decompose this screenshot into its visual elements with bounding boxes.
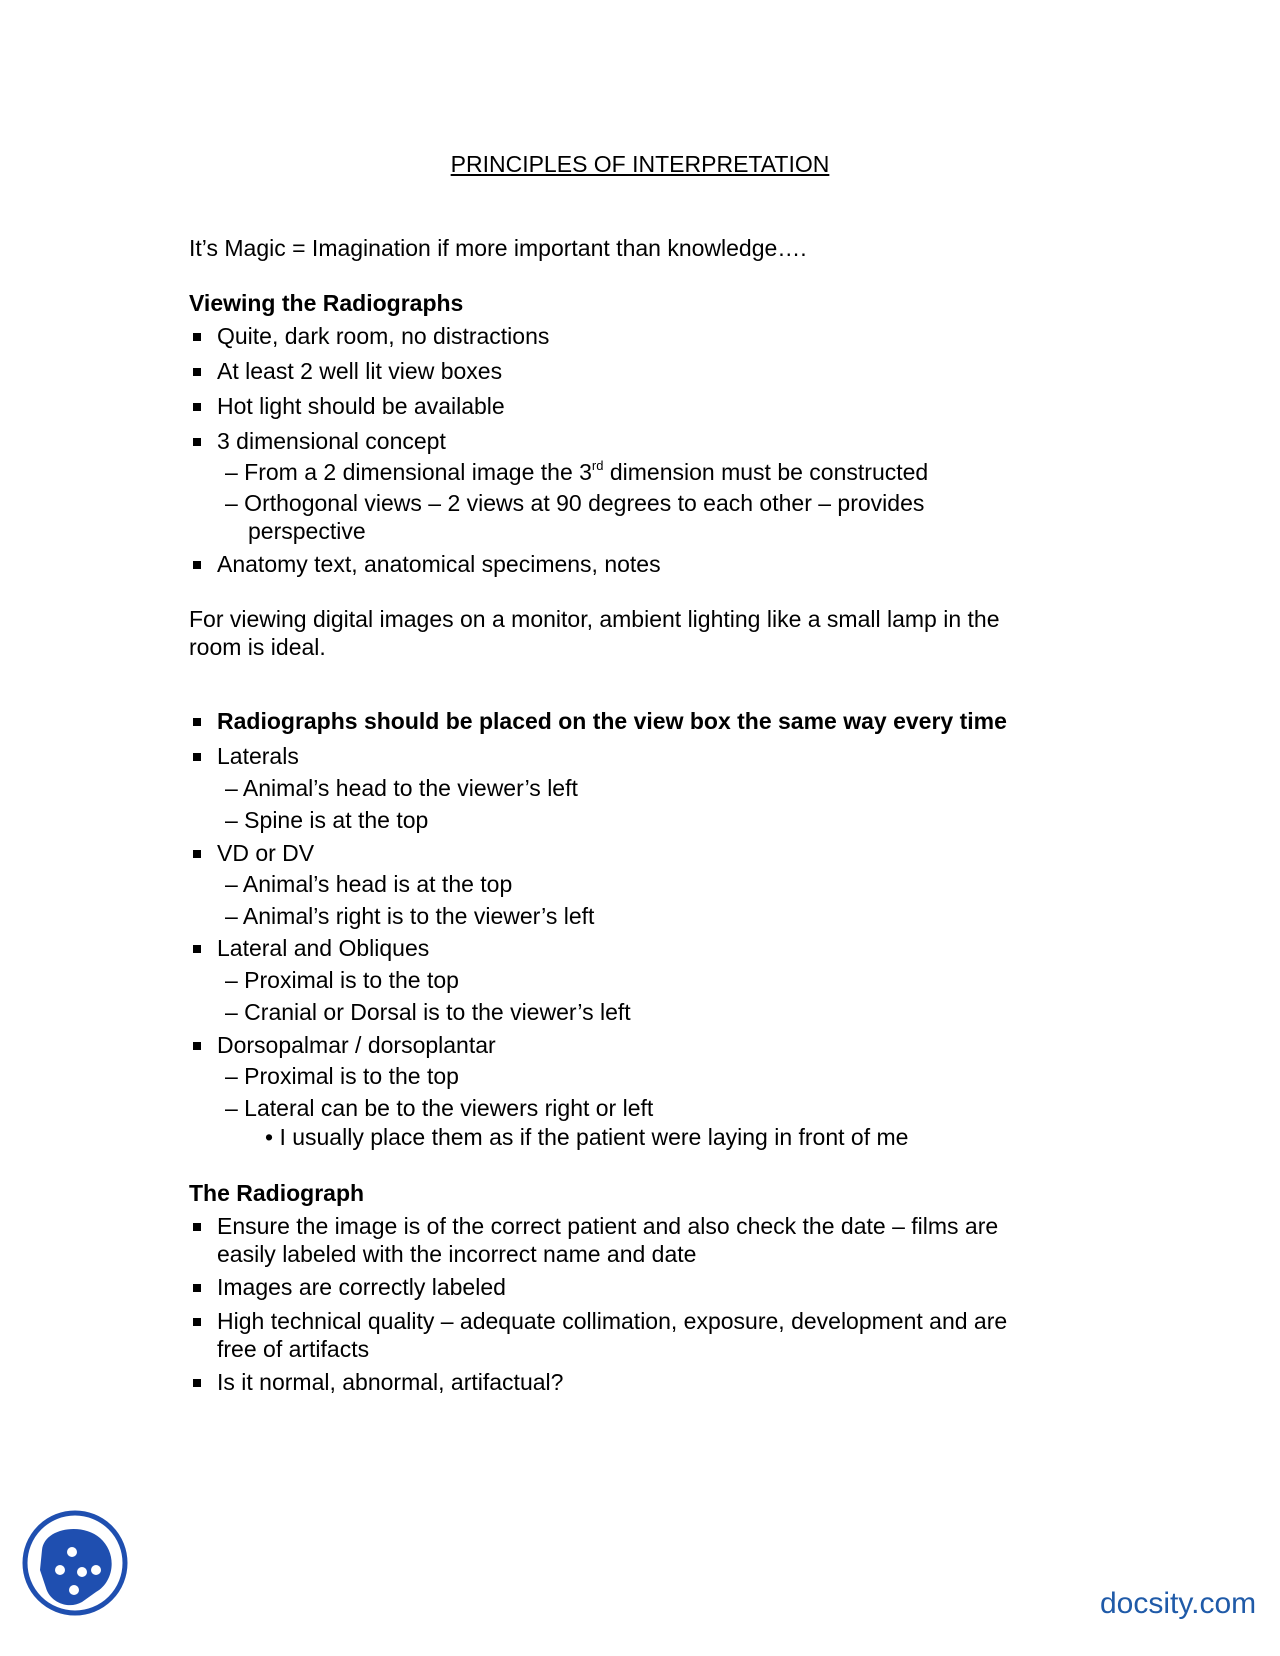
superscript: rd [591, 458, 604, 473]
sub-list-item: – Spine is at the top [225, 807, 429, 833]
list-item: Dorsopalmar / dorsoplantar [217, 1032, 496, 1058]
bullet-icon [193, 1223, 201, 1231]
bullet-icon [193, 1318, 201, 1326]
list-item: 3 dimensional concept [217, 428, 446, 454]
paragraph-line: For viewing digital images on a monitor, ambient lighting like a small lamp in the [189, 606, 1000, 632]
bullet-icon [193, 718, 201, 726]
sub-list-item: – Cranial or Dorsal is to the viewer’s left [225, 999, 631, 1025]
bullet-icon [193, 1284, 201, 1292]
list-item: Is it normal, abnormal, artifactual? [217, 1369, 564, 1395]
sub-list-item: – Lateral can be to the viewers right or left [225, 1095, 654, 1121]
bullet-icon [193, 403, 201, 411]
sub-list-item: – Proximal is to the top [225, 967, 459, 993]
bullet-icon [193, 333, 201, 341]
sub-list-item: – Animal’s head is at the top [225, 871, 513, 897]
list-item: Lateral and Obliques [217, 935, 430, 961]
list-item: Laterals [217, 743, 299, 769]
sub-list-item: – Orthogonal views – 2 views at 90 degrees to each other – provides [225, 490, 925, 516]
list-item: Images are correctly labeled [217, 1274, 506, 1300]
list-item-bold: Radiographs should be placed on the view box the same way every time [217, 708, 1007, 734]
bullet-icon [193, 438, 201, 446]
list-item: Quite, dark room, no distractions [217, 323, 550, 349]
sub-list-item [225, 459, 928, 486]
sub-item-text: – From a 2 dimensional image the 3 [225, 459, 592, 485]
sub-sub-list-item: • I usually place them as if the patient were laying in front of me [265, 1124, 909, 1150]
list-item: Ensure the image is of the correct patient and also check the date – films are [217, 1213, 999, 1239]
bullet-icon [193, 1042, 201, 1050]
docsity-logo-icon [22, 1510, 128, 1616]
bullet-icon [193, 1379, 201, 1387]
sub-list-item: – Animal’s right is to the viewer’s left [225, 903, 595, 929]
sub-list-item: – Animal’s head to the viewer’s left [225, 775, 578, 801]
bullet-icon [193, 561, 201, 569]
section-heading-viewing: Viewing the Radiographs [189, 290, 464, 316]
paragraph-line: room is ideal. [189, 634, 326, 660]
brand-link[interactable]: docsity.com [1100, 1587, 1257, 1620]
bullet-icon [193, 945, 201, 953]
intro-text: It’s Magic = Imagination if more important than knowledge…. [189, 235, 807, 261]
bullet-icon [193, 850, 201, 858]
section-heading-radiograph: The Radiograph [189, 1180, 365, 1206]
sub-item-text: dimension must be constructed [603, 459, 929, 485]
list-item: Anatomy text, anatomical specimens, notes [217, 551, 661, 577]
list-item: VD or DV [217, 840, 315, 866]
bullet-icon [193, 368, 201, 376]
list-item-continuation: free of artifacts [217, 1336, 370, 1362]
bullet-icon [193, 753, 201, 761]
list-item: Hot light should be available [217, 393, 505, 419]
list-item: At least 2 well lit view boxes [217, 358, 503, 384]
list-item: High technical quality – adequate collimation, exposure, development and are [217, 1308, 1008, 1334]
list-item-continuation: easily labeled with the incorrect name and date [217, 1241, 697, 1267]
sub-list-item-continuation: perspective [248, 518, 366, 544]
sub-list-item: – Proximal is to the top [225, 1063, 459, 1089]
page-title: PRINCIPLES OF INTERPRETATION [450, 151, 830, 177]
